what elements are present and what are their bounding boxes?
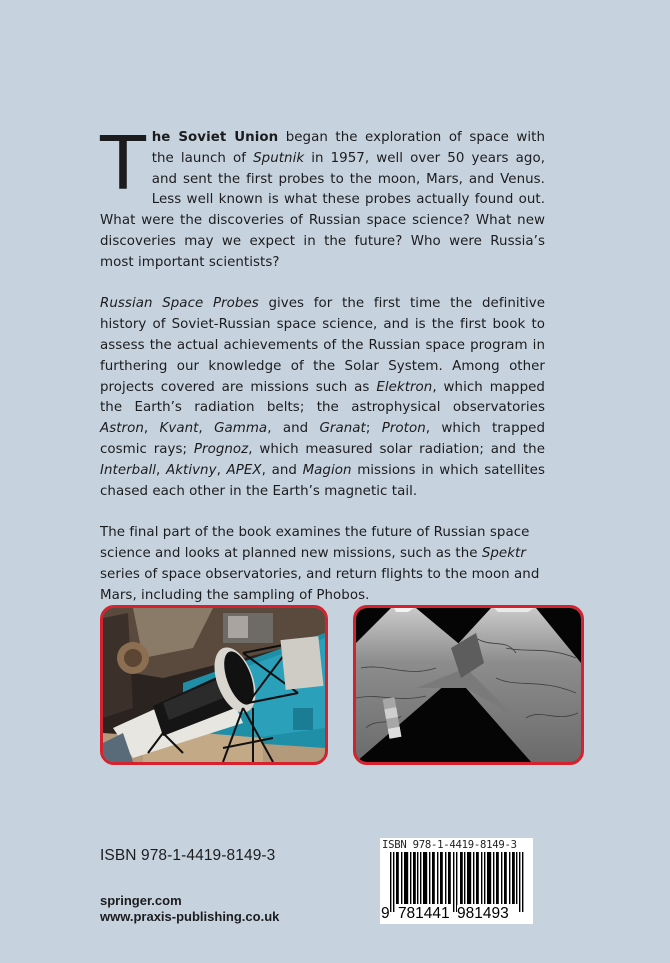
barcode-digit-lead: 9 <box>381 905 390 922</box>
italic-interball: Interball <box>100 462 157 478</box>
text: , which mapped the Earth’s radiation belts; the astrophysical observatories <box>100 379 545 416</box>
italic-aktivny: Aktivny <box>166 462 217 478</box>
italic-gamma: Gamma <box>214 421 268 437</box>
italic-elektron: Elektron <box>376 379 433 395</box>
text: , which measured solar radiation; and the <box>248 441 545 457</box>
italic-kvant: Kvant <box>159 421 199 437</box>
barcode-digit-group-left: 781441 <box>397 905 450 922</box>
text: in 1957, well over 50 years ago, and sent the first probes to the moon, Mars, and Venus. Less well known is what these probes actually found out. What were the discoveries of Russian space science? What new discoveries may we expect in the future? Who were Russia’s most important scientists? <box>100 150 545 270</box>
barcode-isbn-text: ISBN 978-1-4419-8149-3 <box>382 839 517 851</box>
italic-book-title: Russian Space Probes <box>100 296 259 312</box>
barcode-digits <box>380 905 509 923</box>
link-praxis[interactable]: www.praxis-publishing.co.uk <box>100 909 280 924</box>
drop-cap: T <box>98 118 149 206</box>
italic-proton: Proton <box>381 421 426 437</box>
lead-bold-text: he Soviet Union <box>151 130 279 145</box>
isbn-label: ISBN 978-1-4419-8149-3 <box>100 847 276 864</box>
text: gives for the first time the definitive history of Soviet-Russian space science, and is the first book to assess the actual achievements of the Russian space program in furthering our knowledge of the Solar System. Among other projects covered are missions such as <box>100 296 545 395</box>
text: ; <box>365 421 382 437</box>
space-telescope-museum-photo <box>100 605 328 765</box>
text: , <box>143 421 160 437</box>
publisher-links <box>100 893 279 925</box>
telescope-image <box>103 608 325 762</box>
back-cover-blurb <box>98 118 546 627</box>
italic-granat: Granat <box>319 421 366 437</box>
text: The final part of the book examines the future of Russian space science and looks at planned new missions, such as the <box>100 525 530 561</box>
paragraph-description <box>100 294 545 502</box>
text: missions in which satellites chased each other in the Earth’s magnetic tail. <box>100 462 545 499</box>
text: , <box>198 421 215 437</box>
text: began the exploration of space with the launch of <box>151 130 545 166</box>
barcode-bars <box>382 852 532 912</box>
italic-magion: Magion <box>302 462 352 478</box>
venus-surface-panorama-photo <box>353 605 584 765</box>
surface-panorama-image <box>356 608 581 762</box>
italic-prognoz: Prognoz <box>193 441 249 457</box>
italic-spektr: Spektr <box>481 545 526 561</box>
text: , <box>216 462 227 478</box>
italic-sputnik: Sputnik <box>253 150 305 166</box>
text: series of space observatories, and return flights to the moon and Mars, including the sampling of Phobos. <box>100 566 540 603</box>
isbn-barcode <box>380 838 533 924</box>
link-springer[interactable]: springer.com <box>100 893 182 908</box>
paragraph-intro <box>98 118 545 274</box>
text: , <box>156 462 166 478</box>
text: , and <box>261 462 303 478</box>
italic-apex: APEX <box>226 462 262 478</box>
italic-astron: Astron <box>100 421 144 437</box>
text: , which trapped cosmic rays; <box>100 421 546 457</box>
paragraph-future <box>100 523 545 606</box>
text: , and <box>267 421 320 437</box>
barcode-digit-group-right: 981493 <box>456 905 509 922</box>
